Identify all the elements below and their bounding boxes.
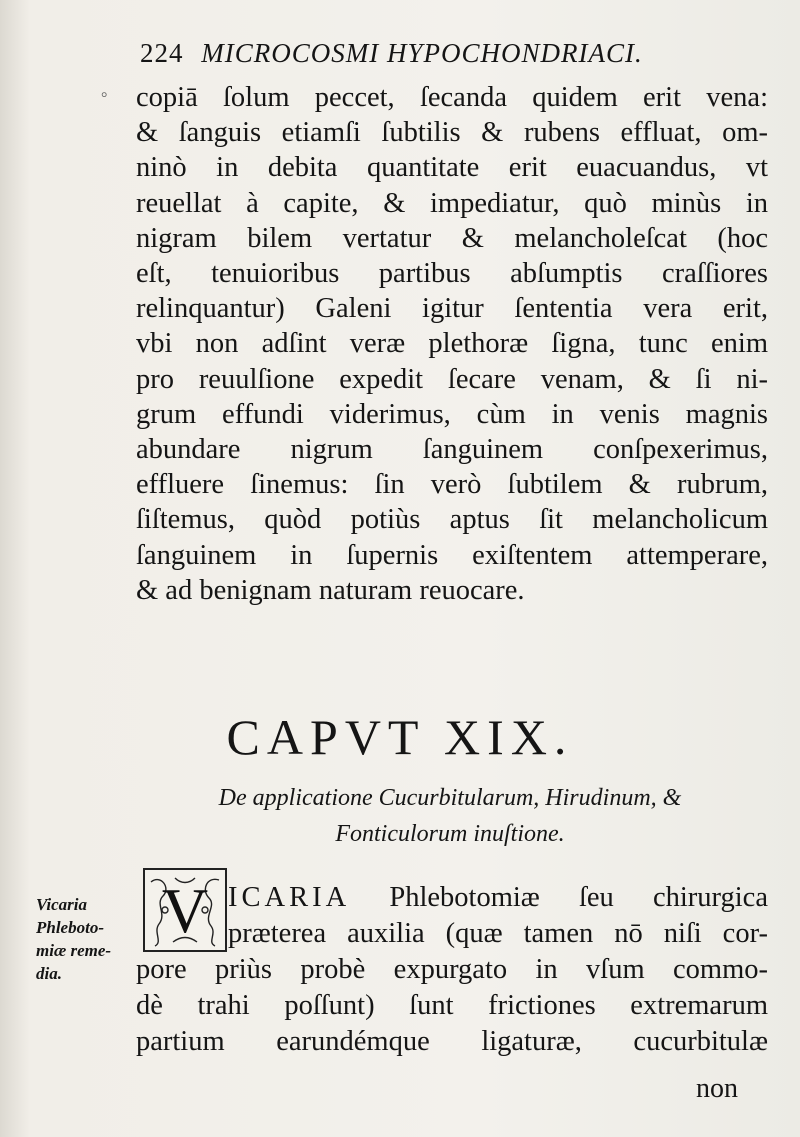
running-header bbox=[140, 38, 740, 69]
text-line: ſanguinem in ſupernis exiſtentem attemperare, bbox=[136, 539, 768, 571]
text-line: ſiſtemus, quòd potiùs aptus ſit melancholicum bbox=[136, 504, 768, 536]
text-line: relinquantur) Galeni igitur ſententia vera erit, bbox=[136, 293, 768, 325]
running-title: MICROCOSMI HYPOCHONDRIACI. bbox=[201, 38, 643, 68]
text-line: nigram bilem vertatur & melancholeſcat (hoc bbox=[136, 222, 768, 254]
text-line bbox=[136, 880, 768, 916]
chapter-subtitle-line-1: De applicatione Cucurbitularum, Hirudinum, & bbox=[218, 785, 682, 811]
chapter-heading: CAPVT XIX. bbox=[226, 709, 574, 765]
text-line: eſt, tenuioribus partibus abſumptis craſſiores bbox=[136, 258, 768, 290]
catchword: non bbox=[696, 1073, 738, 1104]
marginal-note bbox=[36, 893, 126, 985]
text-line: præterea auxilia (quæ tamen nō niſi cor- bbox=[228, 918, 768, 949]
text-run: Phlebotomiæ ſeu chirurgica bbox=[350, 882, 768, 913]
paragraph-1 bbox=[136, 80, 768, 608]
marginal-note-line: Vicaria bbox=[36, 895, 88, 914]
marginal-note-line: dia. bbox=[36, 964, 62, 983]
text-line: effluere ſinemus: ſin verò ſubtilem & rubrum, bbox=[136, 469, 768, 501]
marginal-note-line: Phleboto- bbox=[36, 918, 104, 937]
initial-letter: V bbox=[161, 875, 209, 946]
text-line: reuellat à capite, & impediatur, quò minùs in bbox=[136, 187, 768, 219]
text-line: & ad benignam naturam reuocare. bbox=[136, 574, 525, 606]
text-line: dè trahi poſſunt) ſunt frictiones extremarum bbox=[136, 990, 768, 1021]
text-line: pore priùs probè expurgato in vſum commo- bbox=[136, 954, 768, 985]
chapter-subtitle-line-2: Fonticulorum inuſtione. bbox=[335, 821, 565, 847]
smallcaps-word: ICARIA bbox=[228, 882, 351, 913]
page-number: 224 bbox=[140, 38, 184, 68]
text-line: vbi non adſint veræ plethoræ ſigna, tunc enim bbox=[136, 328, 768, 360]
text-line: abundare nigrum ſanguinem conſpexerimus, bbox=[136, 434, 768, 466]
text-line: & ſanguis etiamſi ſubtilis & rubens effluat, om- bbox=[136, 117, 768, 149]
marginal-note-line: miæ reme- bbox=[36, 941, 112, 960]
margin-mark: ° bbox=[101, 90, 108, 107]
text-line: copiā ſolum peccet, ſecanda quidem erit vena: bbox=[136, 82, 768, 113]
text-line: grum effundi viderimus, cùm in venis magnis bbox=[136, 398, 768, 430]
text-line: partium earundémque ligaturæ, cucurbitulæ bbox=[136, 1026, 768, 1057]
text-line: pro reuulſione expedit ſecare venam, & ſi ni- bbox=[136, 363, 768, 395]
paragraph-2 bbox=[136, 880, 768, 1060]
text-line: ninò in debita quantitate erit euacuandus, vt bbox=[136, 152, 768, 184]
